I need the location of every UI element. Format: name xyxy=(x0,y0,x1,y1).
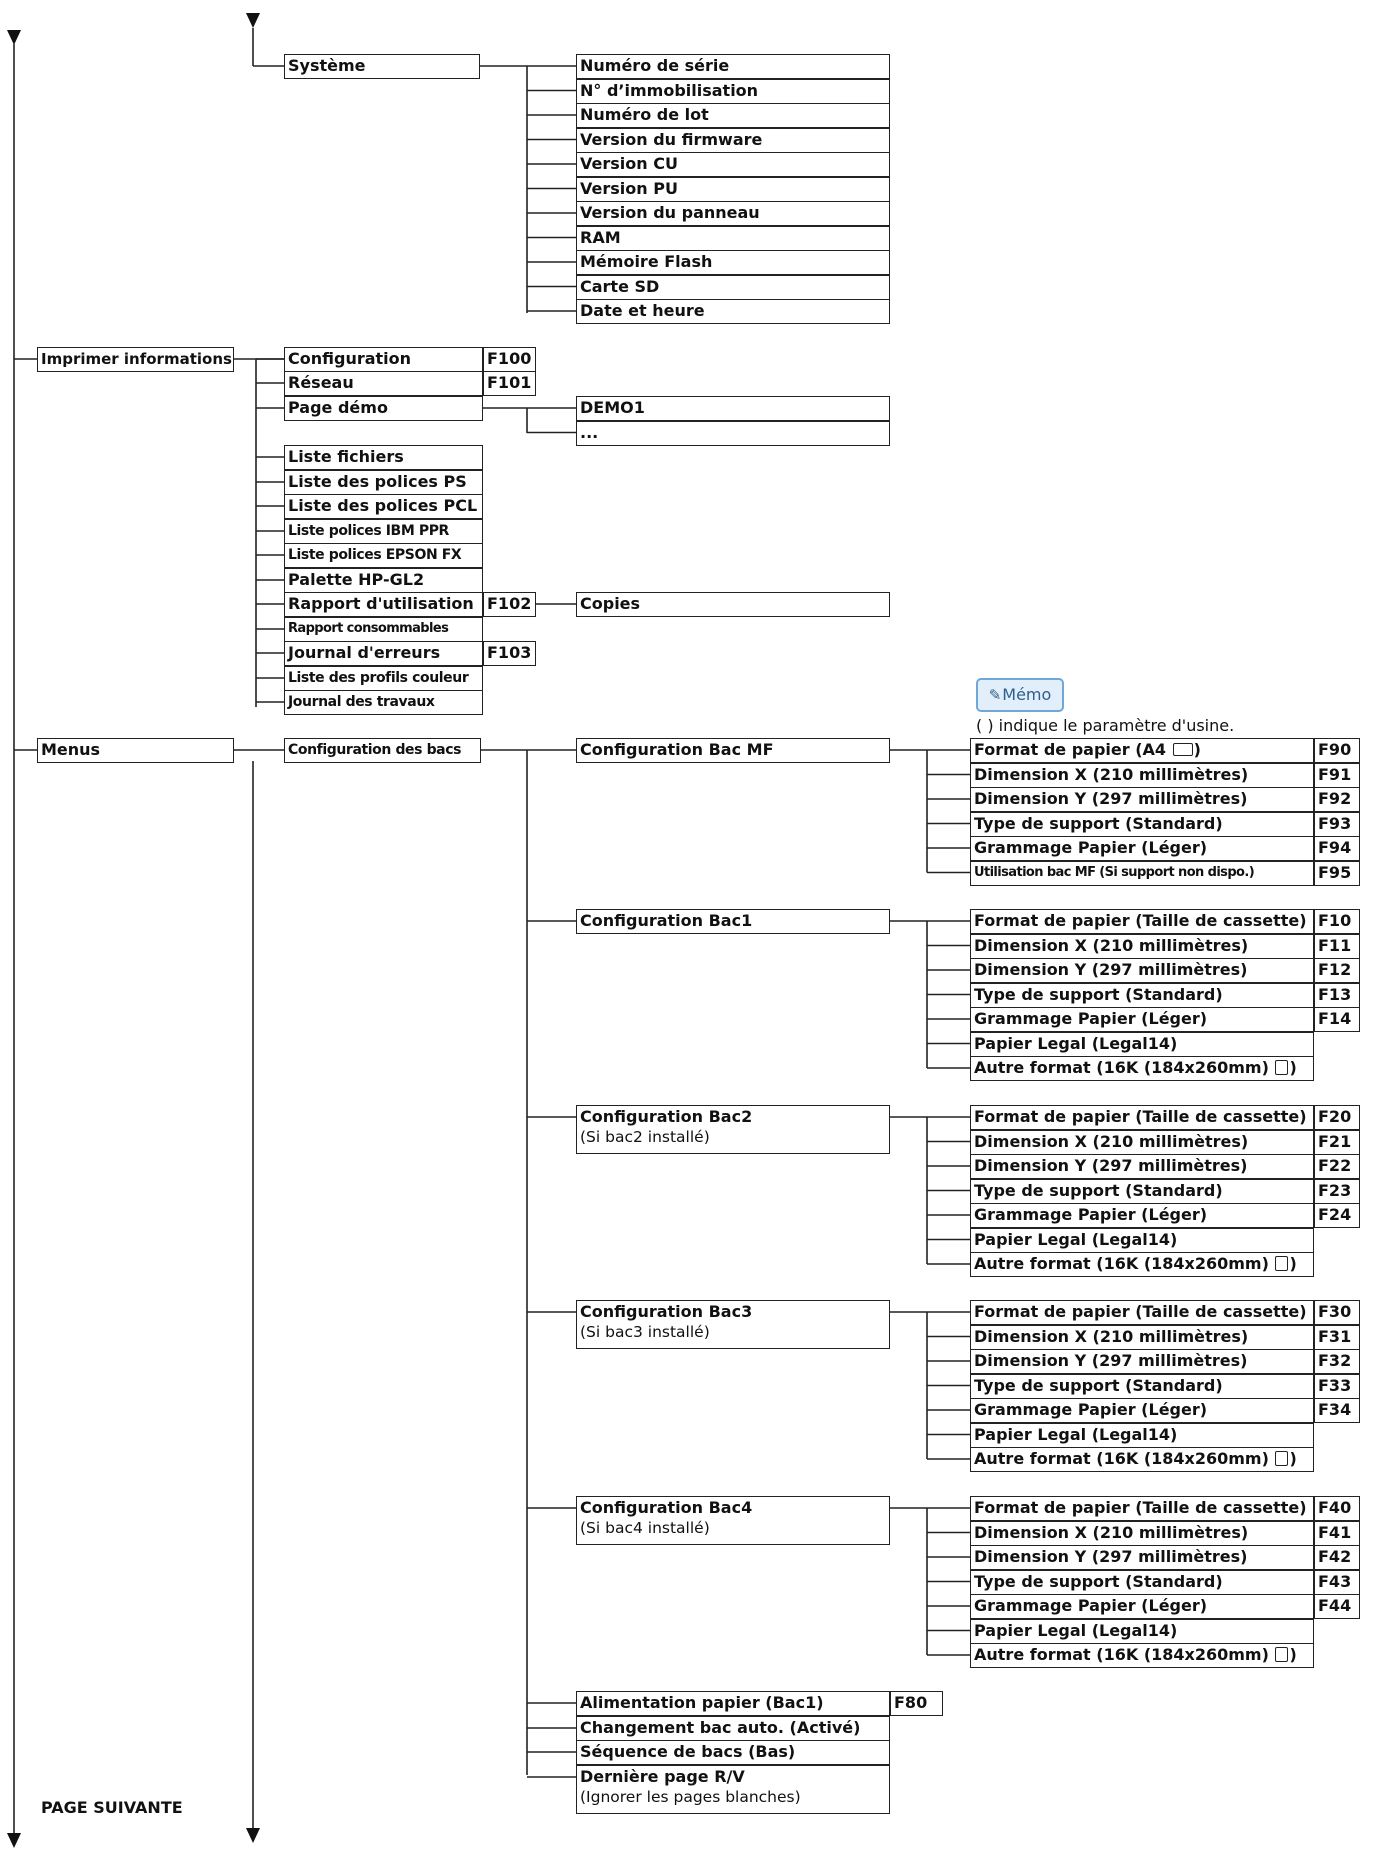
tray-setting-item xyxy=(970,1545,1314,1570)
tray-setting-item-label: Dimension Y (297 millimètres) xyxy=(974,1156,1248,1175)
tray-setting-code: F44 xyxy=(1314,1594,1360,1619)
paper-portrait-icon xyxy=(1275,1451,1288,1466)
tray-node-label: Configuration Bac4 xyxy=(580,1498,753,1517)
tray-setting-code: F12 xyxy=(1314,958,1360,983)
tray-setting-item xyxy=(970,1300,1314,1325)
tray-setting-item-label: Autre format (16K (184x260mm) xyxy=(974,1058,1275,1077)
tray-setting-item xyxy=(970,787,1314,812)
print-info-item-label: Journal des travaux xyxy=(288,694,435,710)
down-arrow-icon xyxy=(7,1833,21,1848)
tray-setting-code: F92 xyxy=(1314,787,1360,812)
tray-setting-item xyxy=(970,812,1314,837)
usage-copies-item-label: Copies xyxy=(580,594,641,613)
tray-setting-item xyxy=(970,1496,1314,1521)
down-arrow-icon xyxy=(246,1828,260,1843)
tray-setting-item xyxy=(970,1032,1314,1057)
tray-setting-item xyxy=(970,1374,1314,1399)
tray-setting-item-label: Papier Legal (Legal14) xyxy=(974,1229,1178,1249)
print-info-node xyxy=(37,347,234,372)
tray-node-label: Configuration Bac1 xyxy=(580,911,753,930)
tray-option-item xyxy=(576,1716,890,1741)
tray-setting-item-label: Utilisation bac MF (Si support non dispo.) xyxy=(974,864,1255,880)
system-item xyxy=(576,226,890,251)
tray-setting-code: F34 xyxy=(1314,1398,1360,1423)
tray-setting-item-label: Grammage Papier (Léger) xyxy=(974,1400,1208,1419)
tray-node-note: (Si bac3 installé) xyxy=(580,1323,710,1341)
print-info-item xyxy=(284,690,483,715)
print-info-item-label: Réseau xyxy=(288,373,354,392)
tray-setting-item xyxy=(970,1154,1314,1179)
print-info-item xyxy=(284,641,483,666)
tray-setting-item-label: Dimension X (210 millimètres) xyxy=(974,1326,1249,1346)
tray-option-item xyxy=(576,1740,890,1765)
system-item xyxy=(576,128,890,153)
menus-node xyxy=(37,738,234,763)
print-info-item-label: Configuration xyxy=(288,349,412,368)
system-item-label: Numéro de série xyxy=(580,56,730,75)
system-item-label: Date et heure xyxy=(580,301,705,320)
tray-option-item xyxy=(576,1765,890,1814)
tray-setting-item xyxy=(970,1203,1314,1228)
tray-setting-item-suffix: ) xyxy=(1289,1449,1297,1468)
tray-node-note: (Si bac4 installé) xyxy=(580,1519,710,1537)
tray-setting-item-label: Dimension Y (297 millimètres) xyxy=(974,789,1248,808)
tray-setting-item xyxy=(970,1423,1314,1448)
tray-node xyxy=(576,1105,890,1154)
tray-config-node xyxy=(284,738,481,763)
tray-setting-code: F13 xyxy=(1314,983,1360,1008)
tray-setting-item xyxy=(970,1130,1314,1155)
tray-setting-item-label: Dimension X (210 millimètres) xyxy=(974,935,1249,955)
usage-copies-item xyxy=(576,592,890,617)
tray-setting-code: F30 xyxy=(1314,1300,1360,1325)
tray-setting-item xyxy=(970,1179,1314,1204)
tray-node xyxy=(576,738,890,763)
tray-setting-item xyxy=(970,1007,1314,1032)
tray-setting-item-label: Format de papier (Taille de cassette) xyxy=(974,1302,1307,1321)
tray-setting-item xyxy=(970,958,1314,983)
tray-setting-item-label: Format de papier (Taille de cassette) xyxy=(974,911,1307,930)
tray-setting-item xyxy=(970,1252,1314,1277)
tray-node xyxy=(576,909,890,934)
paper-portrait-icon xyxy=(1275,1256,1288,1271)
tray-setting-item-label: Papier Legal (Legal14) xyxy=(974,1033,1178,1053)
system-node-label: Système xyxy=(288,56,366,75)
print-info-node-label: Imprimer informations xyxy=(41,350,232,368)
print-info-item xyxy=(284,494,483,519)
print-info-item xyxy=(284,568,483,593)
tray-setting-item-label: Type de support (Standard) xyxy=(974,1571,1223,1591)
tray-node xyxy=(576,1496,890,1545)
tray-setting-item xyxy=(970,909,1314,934)
system-item xyxy=(576,177,890,202)
tray-setting-item-label: Dimension Y (297 millimètres) xyxy=(974,1547,1248,1566)
tray-setting-code: F41 xyxy=(1314,1521,1360,1546)
tray-setting-item-label: Type de support (Standard) xyxy=(974,1180,1223,1200)
tray-setting-item-label: Grammage Papier (Léger) xyxy=(974,1009,1208,1028)
print-info-item-label: Liste fichiers xyxy=(288,447,404,466)
tray-option-item-label: Dernière page R/V xyxy=(580,1767,745,1786)
tray-node xyxy=(576,1300,890,1349)
system-item xyxy=(576,275,890,300)
tray-setting-item-label: Type de support (Standard) xyxy=(974,984,1223,1004)
memo-badge xyxy=(976,678,1064,712)
tray-setting-item xyxy=(970,1643,1314,1668)
tray-option-item-note: (Ignorer les pages blanches) xyxy=(580,1788,801,1806)
tray-setting-code: F14 xyxy=(1314,1007,1360,1032)
tray-node-note: (Si bac2 installé) xyxy=(580,1128,710,1146)
tray-setting-code: F31 xyxy=(1314,1325,1360,1350)
system-item xyxy=(576,250,890,275)
tray-setting-code: F11 xyxy=(1314,934,1360,959)
tray-config-node-label: Configuration des bacs xyxy=(288,742,462,758)
down-arrow-icon xyxy=(246,13,260,28)
tray-setting-item xyxy=(970,1594,1314,1619)
tray-setting-item xyxy=(970,763,1314,788)
demo-item-label: ... xyxy=(580,422,599,442)
system-item xyxy=(576,103,890,128)
tray-setting-item xyxy=(970,1325,1314,1350)
system-item xyxy=(576,152,890,177)
print-info-item-label: Liste polices IBM PPR xyxy=(288,523,449,539)
tray-setting-item-label: Autre format (16K (184x260mm) xyxy=(974,1645,1275,1664)
tray-option-item xyxy=(576,1691,890,1716)
system-item xyxy=(576,79,890,104)
tray-setting-code: F95 xyxy=(1314,861,1360,886)
tray-setting-item-label: Dimension X (210 millimètres) xyxy=(974,764,1249,784)
tray-setting-code: F91 xyxy=(1314,763,1360,788)
tray-setting-item xyxy=(970,1228,1314,1253)
tray-setting-item xyxy=(970,836,1314,861)
tray-setting-code: F22 xyxy=(1314,1154,1360,1179)
print-info-item xyxy=(284,519,483,544)
demo-item-label: DEMO1 xyxy=(580,398,645,417)
tray-setting-item-label: Dimension X (210 millimètres) xyxy=(974,1522,1249,1542)
tray-setting-code: F33 xyxy=(1314,1374,1360,1399)
print-info-item-label: Palette HP-GL2 xyxy=(288,570,425,589)
tray-node-label: Configuration Bac2 xyxy=(580,1107,753,1126)
tray-setting-item xyxy=(970,1349,1314,1374)
tray-setting-item-suffix: ) xyxy=(1289,1254,1297,1273)
tray-node-label: Configuration Bac MF xyxy=(580,740,774,759)
tray-setting-item xyxy=(970,1521,1314,1546)
memo-note: ( ) indique le paramètre d'usine. xyxy=(976,716,1235,735)
tray-setting-item-suffix: ) xyxy=(1289,1645,1297,1664)
memo-label: Mémo xyxy=(1002,685,1052,704)
tray-setting-code: F10 xyxy=(1314,909,1360,934)
tray-setting-item xyxy=(970,738,1314,763)
paper-portrait-icon xyxy=(1275,1647,1288,1662)
print-info-code: F102 xyxy=(483,592,536,617)
system-item xyxy=(576,201,890,226)
system-item-label: Version du firmware xyxy=(580,129,763,149)
tray-setting-item-label: Format de papier (Taille de cassette) xyxy=(974,1107,1307,1126)
tray-setting-item xyxy=(970,1056,1314,1081)
menus-node-label: Menus xyxy=(41,740,101,759)
tray-setting-item-label: Papier Legal (Legal14) xyxy=(974,1620,1178,1640)
tray-option-item-label: Séquence de bacs (Bas) xyxy=(580,1742,796,1761)
tray-setting-item-suffix: ) xyxy=(1289,1058,1297,1077)
tray-setting-item-label: Dimension Y (297 millimètres) xyxy=(974,960,1248,979)
system-item xyxy=(576,54,890,79)
pencil-icon: ✎ xyxy=(988,686,1002,704)
tray-setting-item-label: Grammage Papier (Léger) xyxy=(974,1596,1208,1615)
print-info-item xyxy=(284,592,483,617)
tray-setting-item-label: Autre format (16K (184x260mm) xyxy=(974,1254,1275,1273)
print-info-item xyxy=(284,445,483,470)
print-info-item-label: Liste des polices PCL xyxy=(288,496,478,515)
tray-setting-code: F21 xyxy=(1314,1130,1360,1155)
tray-setting-item-label: Type de support (Standard) xyxy=(974,813,1223,833)
system-item xyxy=(576,299,890,324)
system-item-label: RAM xyxy=(580,227,621,247)
system-item-label: Version du panneau xyxy=(580,203,760,222)
tray-setting-item xyxy=(970,1619,1314,1644)
tray-setting-item-label: Format de papier (Taille de cassette) xyxy=(974,1498,1307,1517)
print-info-code: F101 xyxy=(483,371,536,396)
tray-setting-item xyxy=(970,1105,1314,1130)
tray-setting-item xyxy=(970,861,1314,886)
tray-setting-item-label: Format de papier (A4 xyxy=(974,740,1172,759)
tray-setting-code: F32 xyxy=(1314,1349,1360,1374)
tray-setting-item-label: Autre format (16K (184x260mm) xyxy=(974,1449,1275,1468)
tray-setting-item xyxy=(970,1570,1314,1595)
system-item-label: N° d’immobilisation xyxy=(580,80,759,100)
tray-setting-item-suffix: ) xyxy=(1193,740,1201,759)
print-info-item xyxy=(284,470,483,495)
demo-item xyxy=(576,396,890,421)
paper-portrait-icon xyxy=(1275,1060,1288,1075)
print-info-item-label: Rapport consommables xyxy=(288,621,449,636)
tray-setting-item xyxy=(970,1447,1314,1472)
demo-item xyxy=(576,421,890,446)
system-item-label: Carte SD xyxy=(580,276,660,296)
tray-setting-item-label: Papier Legal (Legal14) xyxy=(974,1424,1178,1444)
print-info-item xyxy=(284,543,483,568)
tray-setting-item-label: Type de support (Standard) xyxy=(974,1375,1223,1395)
tray-setting-item-label: Grammage Papier (Léger) xyxy=(974,1205,1208,1224)
print-info-item-label: Page démo xyxy=(288,398,388,417)
print-info-item xyxy=(284,371,483,396)
print-info-item xyxy=(284,396,483,421)
tray-option-code: F80 xyxy=(890,1691,943,1716)
tray-setting-code: F40 xyxy=(1314,1496,1360,1521)
tray-setting-code: F93 xyxy=(1314,812,1360,837)
tray-setting-item xyxy=(970,983,1314,1008)
tray-option-item-label: Alimentation papier (Bac1) xyxy=(580,1693,824,1712)
print-info-item-label: Liste des polices PS xyxy=(288,472,467,491)
system-node xyxy=(284,54,480,79)
tray-node-label: Configuration Bac3 xyxy=(580,1302,753,1321)
print-info-item-label: Liste des profils couleur xyxy=(288,670,469,686)
tray-setting-code: F42 xyxy=(1314,1545,1360,1570)
system-item-label: Mémoire Flash xyxy=(580,252,713,271)
print-info-code: F103 xyxy=(483,641,536,666)
tray-setting-item xyxy=(970,934,1314,959)
tray-setting-code: F43 xyxy=(1314,1570,1360,1595)
print-info-item-label: Rapport d'utilisation xyxy=(288,594,474,613)
system-item-label: Version PU xyxy=(580,178,678,198)
tray-setting-code: F94 xyxy=(1314,836,1360,861)
tray-setting-item xyxy=(970,1398,1314,1423)
tray-option-item-label: Changement bac auto. (Activé) xyxy=(580,1718,861,1737)
tray-setting-code: F20 xyxy=(1314,1105,1360,1130)
tray-setting-item-label: Grammage Papier (Léger) xyxy=(974,838,1208,857)
next-page-label: PAGE SUIVANTE xyxy=(41,1798,183,1817)
tray-setting-code: F24 xyxy=(1314,1203,1360,1228)
print-info-item-label: Journal d'erreurs xyxy=(288,643,441,662)
system-item-label: Numéro de lot xyxy=(580,105,709,124)
print-info-code: F100 xyxy=(483,347,536,372)
print-info-item xyxy=(284,666,483,691)
tray-setting-code: F23 xyxy=(1314,1179,1360,1204)
print-info-item xyxy=(284,347,483,372)
tray-setting-item-label: Dimension Y (297 millimètres) xyxy=(974,1351,1248,1370)
tray-setting-item-label: Dimension X (210 millimètres) xyxy=(974,1131,1249,1151)
down-arrow-icon xyxy=(7,30,21,45)
system-item-label: Version CU xyxy=(580,154,678,173)
print-info-item xyxy=(284,617,483,642)
paper-landscape-icon xyxy=(1173,743,1193,756)
tray-setting-code: F90 xyxy=(1314,738,1360,763)
print-info-item-label: Liste polices EPSON FX xyxy=(288,547,462,563)
